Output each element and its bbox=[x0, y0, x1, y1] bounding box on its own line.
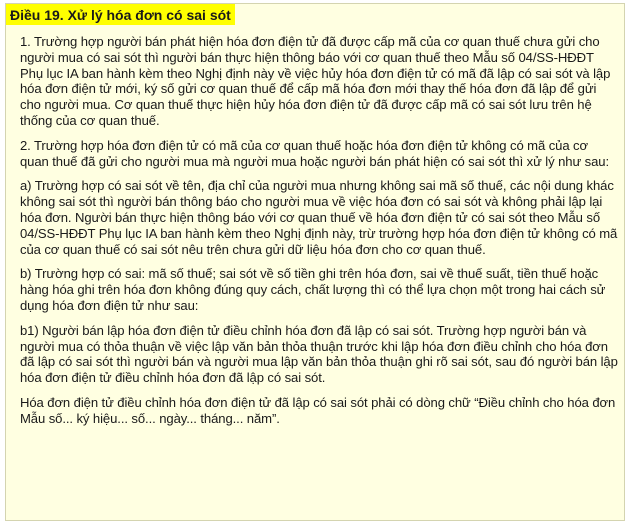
paragraph-2a: a) Trường hợp có sai sót về tên, địa chỉ của người mua nhưng không sai mã số thuế, các nội dung khác không sai sót thì người bán thông báo cho người mua về việc hóa đơn có sai sót và không phải lập lại hóa đơn. Người bán thực hiện thông báo với cơ quan thuế về hóa đơn điện tử có sai sót theo Mẫu số 04/SS-HĐĐT Phụ lục IA ban hành kèm theo Nghị định này, trừ trường hợp hóa đơn điện tử không có mã của cơ quan thuế có sai sót nêu trên chưa gửi dữ liệu hóa đơn cho cơ quan thuế. bbox=[20, 178, 618, 257]
paragraph-2: 2. Trường hợp hóa đơn điện tử có mã của cơ quan thuế hoặc hóa đơn điện tử không có mã của cơ quan thuế đã gửi cho người mua mà người mua hoặc người bán phát hiện có sai sót thì xử lý như sau: bbox=[20, 137, 610, 169]
article-panel bbox=[5, 3, 625, 521]
paragraph-1: 1. Trường hợp người bán phát hiện hóa đơn điện tử đã được cấp mã của cơ quan thuế chưa gửi cho người mua có sai sót thì người bán thực hiện thông báo với cơ quan thuế theo Mẫu số 04/SS-HĐĐT Phụ lục IA ban hành kèm theo Nghị định này về việc hủy hóa đơn điện tử có mã đã lập có sai sót và lập hóa đơn điện tử mới, ký số gửi cơ quan thuế để cấp mã hóa đơn mới thay thế hóa đơn đã lập để gửi cho người mua. Cơ quan thuế thực hiện hủy hóa đơn điện tử đã được cấp mã có sai sót lưu trên hệ thống của cơ quan thuế. bbox=[20, 34, 611, 128]
paragraph-2b: b) Trường hợp có sai: mã số thuế; sai sót về số tiền ghi trên hóa đơn, sai về thuế suất, tiền thuế hoặc hàng hóa ghi trên hóa đơn không đúng quy cách, chất lượng thì có thể lựa chọn một trong hai cách sử dụng hóa đơn điện tử như sau: bbox=[20, 266, 606, 313]
paragraph-2b1-note: Hóa đơn điện tử điều chỉnh hóa đơn điện tử đã lập có sai sót phải có dòng chữ “Điều chỉnh cho hóa đơn Mẫu số... ký hiệu... số... ngày... tháng... năm”. bbox=[20, 394, 616, 426]
paragraph-2b1: b1) Người bán lập hóa đơn điện tử điều chỉnh hóa đơn đã lập có sai sót. Trường hợp người bán và người mua có thỏa thuận về việc lập văn bản thỏa thuận trước khi lập hóa đơn điều chỉnh cho hóa đơn đã lập có sai sót thì người bán và người mua lập văn bản thỏa thuận ghi rõ sai sót, sau đó người bán lập hóa đơn điện tử điều chỉnh hóa đơn đã lập có sai sót. bbox=[20, 322, 618, 386]
article-title: Điều 19. Xử lý hóa đơn có sai sót bbox=[6, 4, 235, 25]
